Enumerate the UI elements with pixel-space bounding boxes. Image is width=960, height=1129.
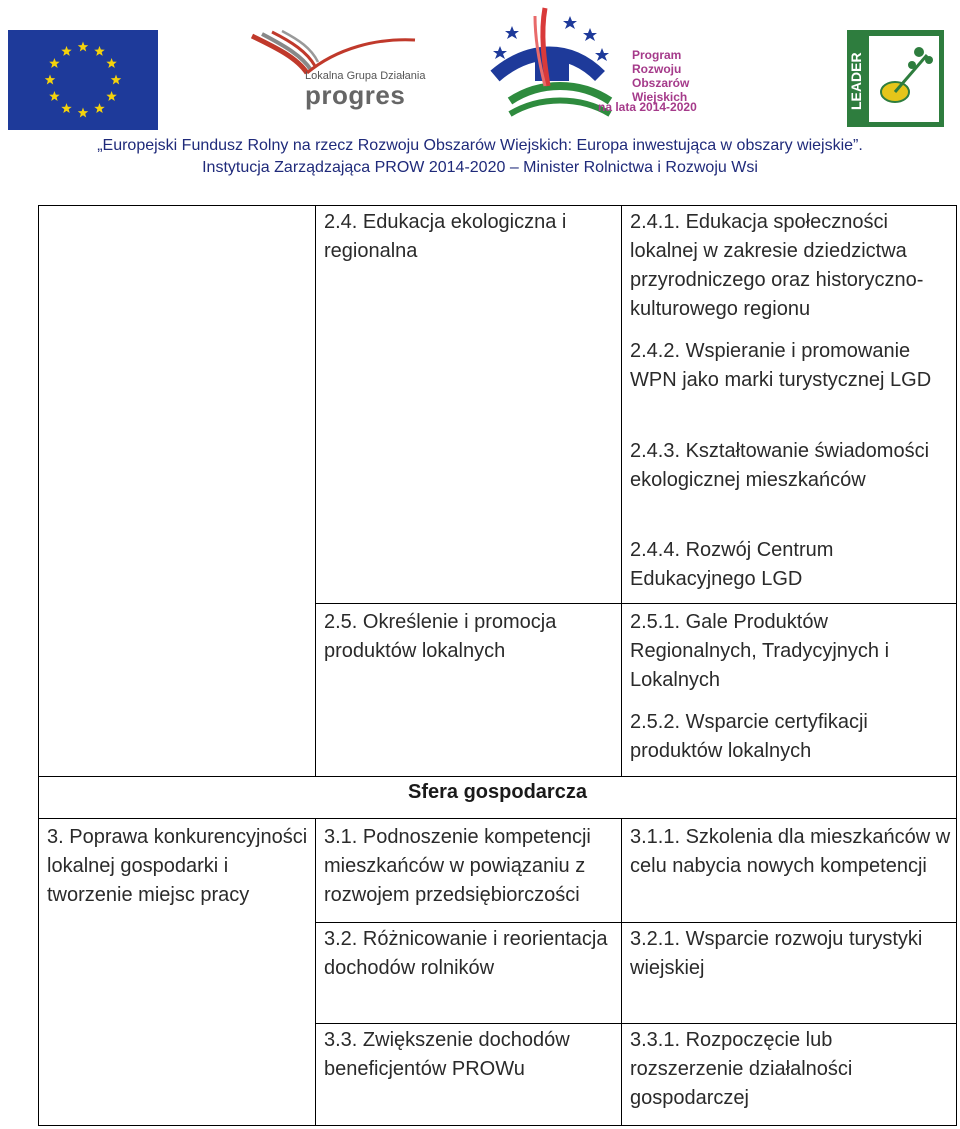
table-border-top (38, 205, 957, 206)
task-2-5-2: 2.5.2. Wsparcie certyfikacji produktów lokalnych (630, 711, 868, 762)
lgd-name-big: progres (305, 80, 406, 110)
prow-line-2: Rozwoju (632, 62, 682, 76)
task-3-1-1: 3.1.1. Szkolenia dla mieszkańców w celu nabycia nowych kompetencji (630, 826, 951, 877)
header-logos (0, 0, 960, 135)
objective-3-3: 3.3. Zwiększenie dochodów beneficjentów PROWu (324, 1029, 570, 1080)
prow-line-3: Obszarów (632, 76, 690, 90)
prow-line-4: Wiejskich (632, 90, 688, 104)
table-col-divider-2-bottom (621, 819, 622, 1126)
sphere-heading: Sfera gospodarcza (408, 781, 587, 803)
table-border-left (38, 205, 39, 1126)
objective-3-2: 3.2. Różnicowanie i reorientacja dochodów rolników (324, 928, 608, 979)
table-row-divider-2-5 (315, 603, 957, 604)
prow-line-1: Program (632, 48, 682, 62)
task-2-5-1: 2.5.1. Gale Produktów Regionalnych, Tradycyjnych i Lokalnych (630, 611, 890, 691)
table-border-right (956, 205, 957, 1126)
goal-3: 3. Poprawa konkurencyjności lokalnej gospodarki i tworzenie miejsc pracy (47, 826, 308, 906)
objective-3-1: 3.1. Podnoszenie kompetencji mieszkańców w powiązaniu z rozwojem przedsiębiorczości (324, 826, 591, 906)
table-row-divider-3-3 (315, 1023, 957, 1024)
lgd-name-small: Lokalna Grupa Działania (305, 70, 426, 82)
task-2-4-3: 2.4.3. Kształtowanie świadomości ekologicznej mieszkańców (630, 440, 930, 491)
funding-line-1: „Europejski Fundusz Rolny na rzecz Rozwoju Obszarów Wiejskich: Europa inwestująca w obszary wiejskie”. (97, 137, 863, 154)
leader-logo (847, 30, 944, 127)
objective-2-4: 2.4. Edukacja ekologiczna i regionalna (324, 211, 567, 262)
eu-flag-logo (8, 30, 158, 130)
funding-note (0, 135, 960, 179)
task-3-3-1: 3.3.1. Rozpoczęcie lub rozszerzenie działalności gospodarczej (630, 1029, 853, 1109)
table-row-divider-sphere-top (38, 776, 957, 777)
prow-years: na lata 2014-2020 (598, 100, 697, 114)
objectives-table (38, 205, 957, 1126)
table-row-divider-3-2 (315, 922, 957, 923)
svg-text:LEADER: LEADER (848, 52, 864, 110)
table-col-divider-1-top (315, 205, 316, 777)
table-border-bottom (38, 1125, 957, 1126)
task-3-2-1: 3.2.1. Wsparcie rozwoju turystyki wiejskiej (630, 928, 923, 979)
task-2-4-1: 2.4.1. Edukacja społeczności lokalnej w zakresie dziedzictwa przyrodniczego oraz historyczno-kulturowego regionu (630, 211, 924, 320)
task-2-4-2: 2.4.2. Wspieranie i promowanie WPN jako marki turystycznej LGD (630, 340, 932, 391)
objective-2-5: 2.5. Określenie i promocja produktów lokalnych (324, 611, 557, 662)
task-2-4-4: 2.4.4. Rozwój Centrum Edukacyjnego LGD (630, 539, 834, 590)
funding-line-2: Instytucja Zarządzająca PROW 2014-2020 – Minister Rolnictwa i Rozwoju Wsi (202, 159, 758, 176)
table-col-divider-1-bottom (315, 819, 316, 1126)
table-row-divider-sphere-bottom (38, 818, 957, 819)
table-col-divider-2-top (621, 205, 622, 777)
